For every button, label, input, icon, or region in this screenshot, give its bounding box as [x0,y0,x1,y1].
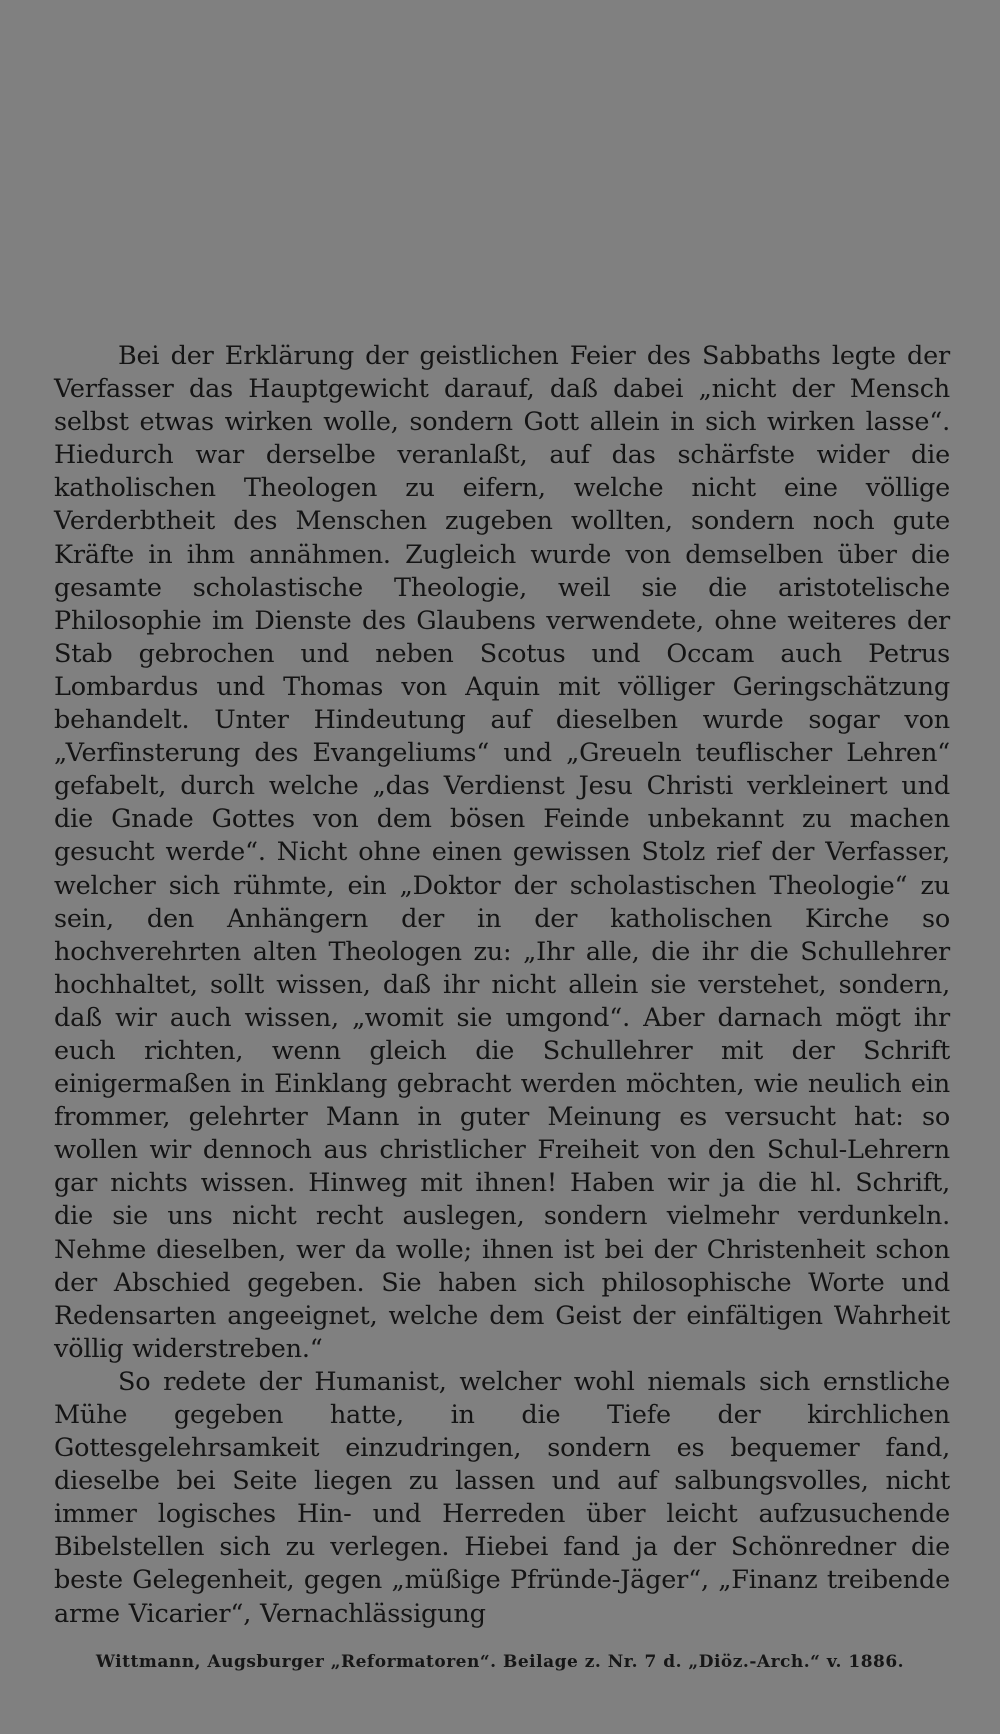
paragraph-1: Bei der Erklärung der geistlichen Feier des Sabbaths legte der Verfasser das Hauptgewicht darauf, daß dabei „nicht der Mensch selbst etwas wirken wolle, sondern Gott allein in sich wirken lasse“. Hiedurch war derselbe veranlaßt, auf das schärfste wider die katholischen Theologen zu eifern, welche nicht eine völlige Verderbtheit des Menschen zugeben wollten, sondern noch gute Kräfte in ihm annähmen. Zugleich wurde von demselben über die gesamte scholastische Theologie, weil sie die aristotelische Philosophie im Dienste des Glaubens verwendete, ohne weiteres der Stab gebrochen und neben Scotus und Occam auch Petrus Lombardus und Thomas von Aquin mit völliger Geringschätzung behandelt. Unter Hindeutung auf dieselben wurde sogar von „Verfinsterung des Evangeliums“ und „Greueln teuflischer Lehren“ gefabelt, durch welche „das Verdienst Jesu Christi verkleinert und die Gnade Gottes von dem bösen Feinde unbekannt zu machen gesucht werde“. Nicht ohne einen gewissen Stolz rief der Verfasser, welcher sich rühmte, ein „Doktor der scholastischen Theologie“ zu sein, den Anhängern der in der katholischen Kirche so hochverehrten alten Theologen zu: „Ihr alle, die ihr die Schullehrer hochhaltet, sollt wissen, daß ihr nicht allein sie verstehet, sondern, daß wir auch wissen, „womit sie umgond“. Aber darnach mögt ihr euch richten, wenn gleich die Schullehrer mit der Schrift einigermaßen in Einklang gebracht werden möchten, wie neulich ein frommer, gelehrter Mann in guter Meinung es versucht hat: so wollen wir dennoch aus christlicher Freiheit von den Schul-Lehrern gar nichts wissen. Hinweg mit ihnen! Haben wir ja die hl. Schrift, die sie uns nicht recht auslegen, sondern vielmehr verdunkeln. Nehme dieselben, wer da wolle; ihnen ist bei der Christenheit schon der Abschied gegeben. Sie haben sich philosophische Worte und Redensarten angeeignet, welche dem Geist der einfältigen Wahrheit völlig widerstreben.“ [54,341,950,1364]
page-footer: Wittmann, Augsburger „Reformatoren“. Beilage z. Nr. 7 d. „Diöz.-Arch.“ v. 1886. [95,1652,905,1672]
body-text [54,340,950,1631]
paragraph-2: So redete der Humanist, welcher wohl niemals sich ernstliche Mühe gegeben hatte, in die Tiefe der kirchlichen Gottesgelehrsamkeit einzudringen, sondern es bequemer fand, dieselbe bei Seite liegen zu lassen und auf salbungsvolles, nicht immer logisches Hin- und Herreden über leicht aufzusuchende Bibelstellen sich zu verlegen. Hiebei fand ja der Schönredner die beste Gelegenheit, gegen „müßige Pfründe-Jäger“, „Finanz treibende arme Vicarier“, Vernachlässigung [54,1366,950,1629]
